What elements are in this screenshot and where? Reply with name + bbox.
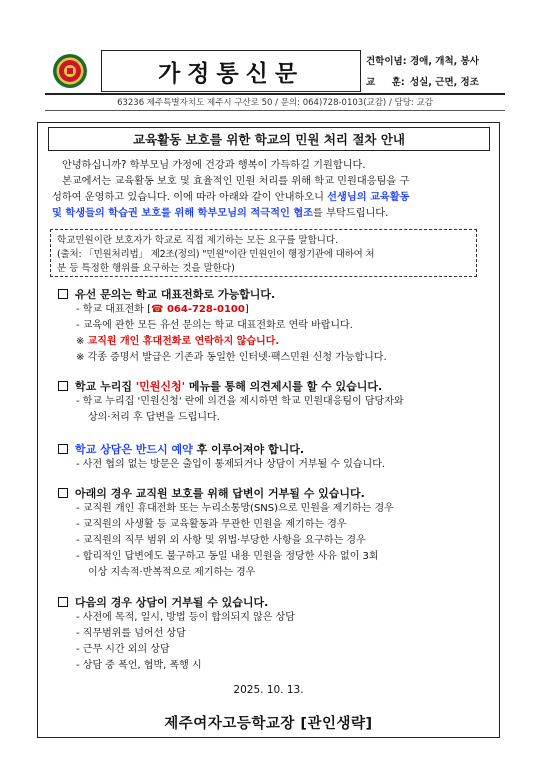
header-divider: [45, 93, 505, 95]
section-heading: 학교 누리집 '민원신청' 메뉴를 통해 의견제시를 할 수 있습니다.: [58, 378, 382, 394]
section-heading: 아래의 경우 교직원 보호를 위해 답변이 거부될 수 있습니다.: [58, 485, 365, 501]
signer-name: 제주여자고등학교장 [관인생략]: [164, 716, 373, 732]
section-items: [76, 394, 496, 426]
intro-highlight: 및 학생들의 학습권 보호를 위해 학부모님의 적극적인 협조: [52, 208, 314, 219]
checkbox-square-icon: [58, 381, 68, 391]
section-items: - 학교 대표전화 [☎ 064-728-0100] - 교육에 관한 모든 유선 문의는 학교 대표전화로 연락 바랍니다. ※ 교직원 개인 휴대전화로 연락하지 않습니다. ※ 각종 증명서 발급은 기존과 동일한 인터넷·팩스민원 신청 가능합니다.: [76, 302, 496, 366]
definition-note: [50, 229, 477, 277]
school-emblem-icon: [52, 53, 88, 89]
checkbox-square-icon: [58, 597, 68, 607]
section-items: [76, 457, 496, 473]
section-heading: 학교 상담은 반드시 예약 후 이루어져야 합니다.: [58, 441, 304, 457]
list-item: - 상담 중 폭언, 협박, 폭행 시: [76, 660, 202, 671]
intro-highlight: 선생님의 교육활동: [327, 192, 410, 203]
list-item: - 사전 협의 없는 방문은 출입이 통제되거나 상담이 거부될 수 있습니다.: [76, 459, 386, 470]
list-item: - 근무 시간 외의 상담: [76, 644, 170, 655]
list-item: - 교직원의 사생활 등 교육활동과 무관한 민원을 제기하는 경우: [76, 519, 347, 530]
list-item: 상의·처리 후 답변을 드립니다.: [88, 412, 220, 423]
document-title: 가정통신문: [101, 50, 361, 92]
note-line: 학교민원이란 보호자가 학교로 직접 제기하는 모든 요구를 말합니다.: [57, 235, 339, 246]
list-item: - 합리적인 답변에도 불구하고 동일 내용 민원을 정당한 사유 없이 3회: [76, 551, 379, 562]
note-line: 분 등 특정한 행위를 요구하는 것을 말한다): [57, 263, 235, 274]
section-heading: 다음의 경우 상담이 거부될 수 있습니다.: [58, 594, 268, 610]
list-item: - 교직원의 직무 범위 외 사항 및 위법·부당한 사항을 요구하는 경우: [76, 535, 366, 546]
phone-number: ☎ 064-728-0100: [151, 304, 245, 315]
list-item: 이상 지속적·반복적으로 제기하는 경우: [88, 567, 256, 578]
motto-label: 건학이념:: [366, 56, 407, 67]
section-items: [76, 610, 496, 674]
section-heading: 유선 문의는 학교 대표전화로 가능합니다.: [58, 286, 275, 302]
intro-paragraph: [52, 158, 492, 222]
list-item: - 사전에 목적, 일시, 방법 등이 합의되지 않은 상담: [76, 612, 295, 623]
note-line: (출처: 「민원처리법」 제2조(정의) "민원"이란 민원인이 행정기관에 대하여 처: [57, 249, 375, 260]
intro-line: 를 부탁드립니다.: [313, 208, 389, 219]
checkbox-square-icon: [58, 289, 68, 299]
checkbox-square-icon: [58, 444, 68, 454]
list-item: - 학교 누리집 '민원신청' 란에 의견을 제시하면 학교 민원대응팀이 담당자와: [76, 396, 404, 407]
motto-value: 성실, 근면, 정조: [410, 77, 479, 88]
intro-line: 안녕하십니까? 학부모님 가정에 건강과 행복이 가득하길 기원합니다.: [62, 160, 366, 171]
warning-text: 교직원 개인 휴대전화로 연락하지 않습니다.: [87, 336, 280, 347]
notice-heading: 교육활동 보호를 위한 학교의 민원 처리 절차 안내: [48, 127, 490, 151]
intro-line: 성하여 운영하고 있습니다. 이에 따라 아래와 같이 안내하오니: [52, 192, 328, 203]
motto-value: 경애, 개척, 봉사: [410, 56, 479, 67]
motto-label: 교 훈:: [366, 77, 405, 88]
issue-date: 2025. 10. 13.: [233, 684, 304, 696]
list-item: ※ 각종 증명서 발급은 기존과 동일한 인터넷·팩스민원 신청 가능합니다.: [76, 352, 387, 363]
intro-line: 본교에서는 교육활동 보호 및 효율적인 민원 처리를 위해 학교 민원대응팀을 구: [62, 176, 410, 187]
section-items: [76, 501, 496, 581]
checkbox-square-icon: [58, 488, 68, 498]
address-divider: [45, 110, 505, 111]
school-address: 63236 제주특별자치도 제주시 구산로 50 / 문의: 064)728-0103(교감) / 담당: 교감: [117, 98, 433, 108]
list-item: - 교육에 관한 모든 유선 문의는 학교 대표전화로 연락 바랍니다.: [76, 320, 353, 331]
list-item: - 교직원 개인 휴대전화 또는 누리소통망(SNS)으로 민원을 제기하는 경우: [76, 503, 394, 514]
list-item: - 직무범위를 넘어선 상담: [76, 628, 186, 639]
school-motto: [366, 51, 501, 93]
